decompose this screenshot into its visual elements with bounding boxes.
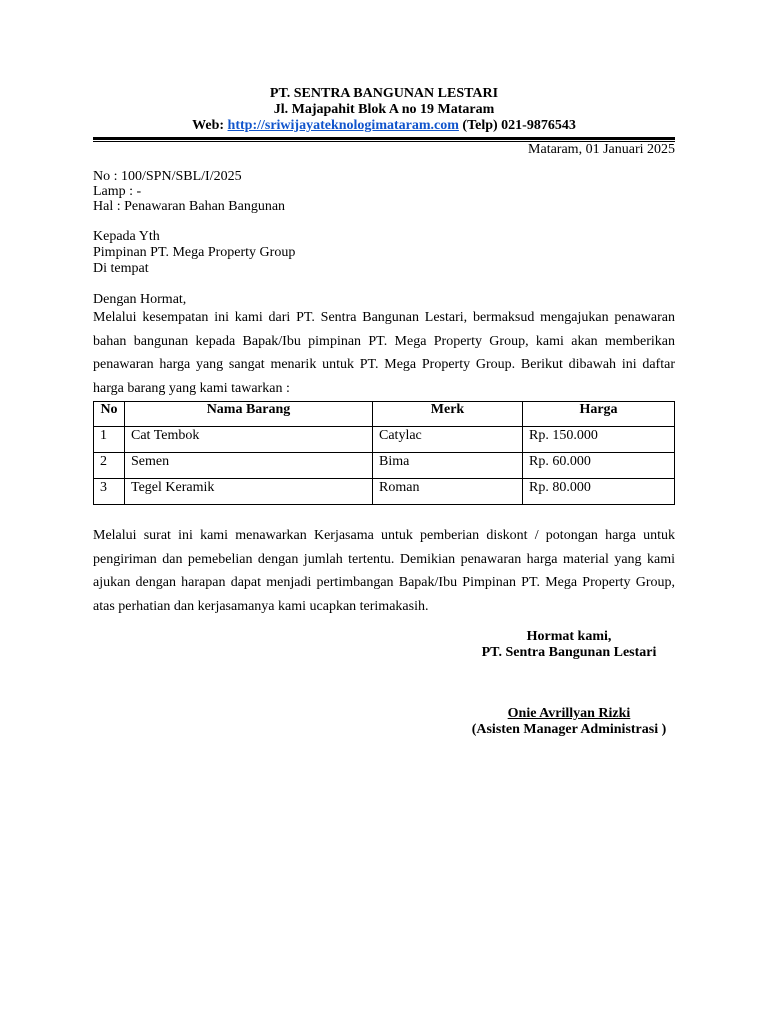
signer-title: (Asisten Manager Administrasi ) — [471, 722, 667, 737]
header-item-name: Nama Barang — [125, 402, 373, 427]
cell-no: 2 — [94, 453, 125, 479]
recipient-name: Pimpinan PT. Mega Property Group — [93, 245, 296, 260]
header-no: No — [94, 402, 125, 427]
letter-number: No : 100/SPN/SBL/I/2025 — [93, 169, 242, 184]
recipient-location: Di tempat — [93, 261, 149, 276]
signature-block — [463, 706, 675, 738]
letterhead — [93, 86, 675, 134]
signature-company: PT. Sentra Bangunan Lestari — [481, 645, 657, 660]
cell-brand: Catylac — [373, 427, 523, 453]
greeting: Dengan Hormat, — [93, 292, 187, 307]
cell-item-name: Cat Tembok — [125, 427, 373, 453]
body-paragraph-1: Melalui kesempatan ini kami dari PT. Sentra Bangunan Lestari, bermaksud mengajukan penawaran bahan bangunan kepada Bapak/Ibu pimpinan PT. Mega Property Group, kami akan memberikan penawaran harga yang sangat menarik untuk PT. Mega Property Group. Berikut dibawah ini daftar harga barang yang kami tawarkan : — [93, 310, 675, 396]
phone-text: (Telp) 021-9876543 — [458, 118, 576, 133]
cell-no: 3 — [94, 479, 125, 505]
body-paragraph-2: Melalui surat ini kami menawarkan Kerjasama untuk pemberian diskont / potongan harga untuk pengiriman dan pemebelian dengan jumlah tertentu. Demikian penawaran harga material yang kami ajukan dengan harapan dapat menjadi pertimbangan Bapak/Ibu Pimpinan PT. Mega Property Group, atas perhatian dan kerjasamanya kami ucapkan terimakasih. — [93, 528, 675, 614]
cell-price: Rp. 80.000 — [523, 479, 675, 505]
table-header-row — [94, 402, 675, 427]
letter-page — [93, 86, 675, 737]
recipient-block — [93, 229, 675, 277]
company-name: PT. SENTRA BANGUNAN LESTARI — [269, 86, 499, 101]
signer-name: Onie Avrillyan Rizki — [507, 706, 631, 721]
company-address: Jl. Majapahit Blok A no 19 Mataram — [273, 102, 495, 117]
header-brand: Merk — [373, 402, 523, 427]
table-row — [94, 453, 675, 479]
letterhead-rule-thick — [93, 137, 675, 140]
contact-line — [93, 118, 675, 134]
cell-brand: Bima — [373, 453, 523, 479]
signature-closing — [463, 629, 675, 661]
letter-meta — [93, 169, 675, 214]
recipient-salutation: Kepada Yth — [93, 229, 160, 244]
cell-price: Rp. 150.000 — [523, 427, 675, 453]
price-table — [93, 401, 675, 505]
cell-item-name: Semen — [125, 453, 373, 479]
letter-subject: Hal : Penawaran Bahan Bangunan — [93, 199, 286, 214]
cell-item-name: Tegel Keramik — [125, 479, 373, 505]
letter-date: Mataram, 01 Januari 2025 — [528, 142, 675, 157]
letter-attachment: Lamp : - — [93, 184, 142, 199]
header-price: Harga — [523, 402, 675, 427]
table-row — [94, 479, 675, 505]
cell-brand: Roman — [373, 479, 523, 505]
closing-text: Hormat kami, — [526, 629, 612, 644]
cell-no: 1 — [94, 427, 125, 453]
web-label: Web: — [192, 118, 228, 133]
table-row — [94, 427, 675, 453]
website-link[interactable]: http://sriwijayateknologimataram.com — [227, 118, 459, 133]
cell-price: Rp. 60.000 — [523, 453, 675, 479]
